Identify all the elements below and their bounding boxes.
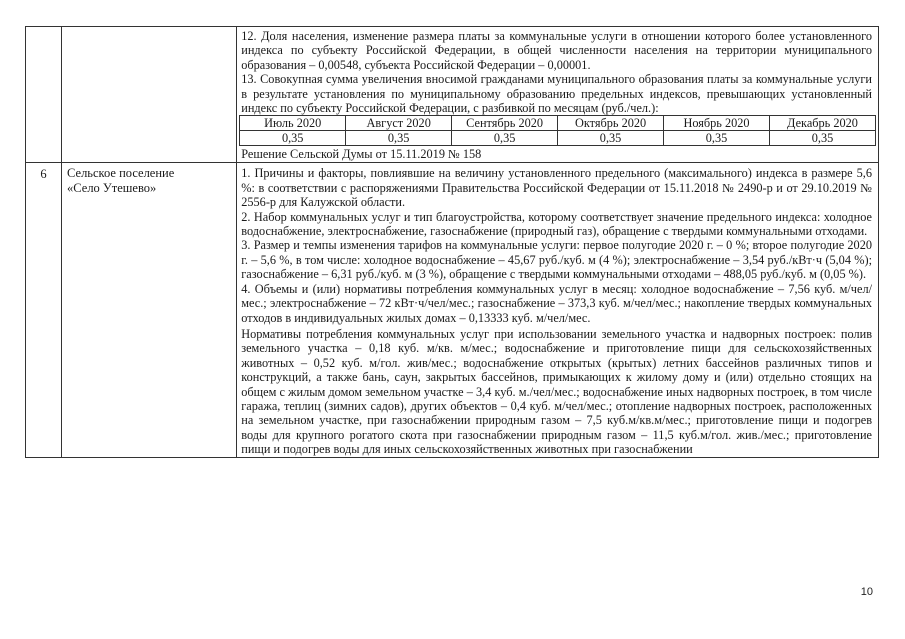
- table-row-continuation: [26, 27, 879, 163]
- decision-text: Решение Сельской Думы от 15.11.2019 № 158: [241, 147, 482, 162]
- settlement-name-line2: «Село Утешево»: [67, 181, 157, 196]
- month-header: Август 2020: [346, 116, 452, 131]
- number-cell-empty: [26, 27, 62, 163]
- month-value: 0,35: [664, 131, 770, 146]
- paragraph-4: 4. Объемы и (или) нормативы потребления коммунальных услуг в месяц: холодное водоснабжение – 7,56 куб. м/чел/мес.; электроснабжение – 72 кВт·ч/чел/мес.; газоснабжение – 373,3 куб. м/чел/мес.; накопление твердых коммунальных отходов в индивидуальных жилых домах – 0,13333 куб. м/чел/мес.: [241, 281, 872, 325]
- month-header: Июль 2020: [240, 116, 346, 131]
- month-value: 0,35: [558, 131, 664, 146]
- paragraph-3: 3. Размер и темпы изменения тарифов на коммунальные услуги: первое полугодие 2020 г. – 0 %; второе полугодие 2020 г. – 5,6 %, в том числе: холодное водоснабжение – 45,67 руб./куб. м (4 %); электроснабжение – 3,54 руб./кВт·ч (5,04 %); газоснабжение – 6,31 руб./куб. м (3 %), обращение с твердыми коммунальными отходами – 488,05 руб./куб. м (0,05 %).: [241, 238, 872, 282]
- monthly-amounts-table: [239, 115, 876, 146]
- month-value: 0,35: [452, 131, 558, 146]
- paragraph-5: Нормативы потребления коммунальных услуг при использовании земельного участка и надворных построек: полив земельного участка – 0,18 куб. м/кв. м/мес.; водоснабжение и приготовление пищи для сельскохозяйственных животных – 0,52 куб. м/гол. жив/мес.; водоснабжение открытых (крытых) летних бассейнов различных типов и конструкций, а также бань, саун, закрытых бассейнов, примыкающих к жилому дому и (или) отдельно стоящих на общем с жилым домом земельном участке – 3,4 куб. м./чел/мес.; водоснабжение иных надворных построек, в том числе гаража, теплиц (зимних садов), других объектов – 0,4 куб. м/чел/мес.; отопление надворных построек, расположенных на земельном участке, при газоснабжении природным газом – 7,5 куб.м/кв.м/мес.; приготовление пищи и подогрев воды для крупного рогатого скота при газоснабжении природным газом – 11,5 куб.м/гол. жив./мес.; приготовление пищи и подогрев воды для иных сельскохозяйственных животных при газоснабжении: [241, 326, 872, 457]
- text-cell: [237, 163, 879, 457]
- paragraph-2: 2. Набор коммунальных услуг и тип благоустройства, которому соответствует значение предельного индекса: холодное водоснабжение, электроснабжение, газоснабжение (природный газ), обращение с твердыми коммунальными отходами.: [241, 209, 872, 239]
- months-values-row: [240, 131, 876, 146]
- month-header: Декабрь 2020: [770, 116, 876, 131]
- table-row-6: [26, 163, 879, 457]
- settlement-name-cell: [62, 163, 237, 457]
- month-value: 0,35: [770, 131, 876, 146]
- months-header-row: [240, 116, 876, 131]
- paragraph-1: 1. Причины и факторы, повлиявшие на величину установленного предельного (максимального) индекса в размере 5,6 %: в соответствии с распоряжениями Правительства Российской Федерации от 15.11.2018 № 2490-р и от 29.10.2019 № 2556-р для Калужской области.: [241, 166, 872, 210]
- item-12-text: 12. Доля населения, изменение размера платы за коммунальные услуги в отношении которого более установленного индекса по субъекту Российской Федерации, в общей численности населения на территории муниципального образования – 0,00548, субъекта Российской Федерации – 0,00001.: [241, 29, 872, 72]
- month-header: Ноябрь 2020: [664, 116, 770, 131]
- settlement-name-line1: Сельское поселение: [67, 166, 175, 181]
- month-value: 0,35: [346, 131, 452, 146]
- item-13-text: 13. Совокупная сумма увеличения вносимой гражданами муниципального образования платы за коммунальные услуги в результате установления по муниципальному образованию предельных индексов, превышающих установленный индекс по субъекту Российской Федерации, с разбивкой по месяцам (руб./чел.):: [241, 72, 872, 116]
- name-cell-empty: [62, 27, 237, 163]
- month-header: Сентябрь 2020: [452, 116, 558, 131]
- document-table: [25, 26, 879, 458]
- page-number: 10: [860, 586, 873, 598]
- month-value: 0,35: [240, 131, 346, 146]
- row-number: 6: [26, 163, 62, 457]
- month-header: Октябрь 2020: [558, 116, 664, 131]
- text-cell: [237, 27, 879, 163]
